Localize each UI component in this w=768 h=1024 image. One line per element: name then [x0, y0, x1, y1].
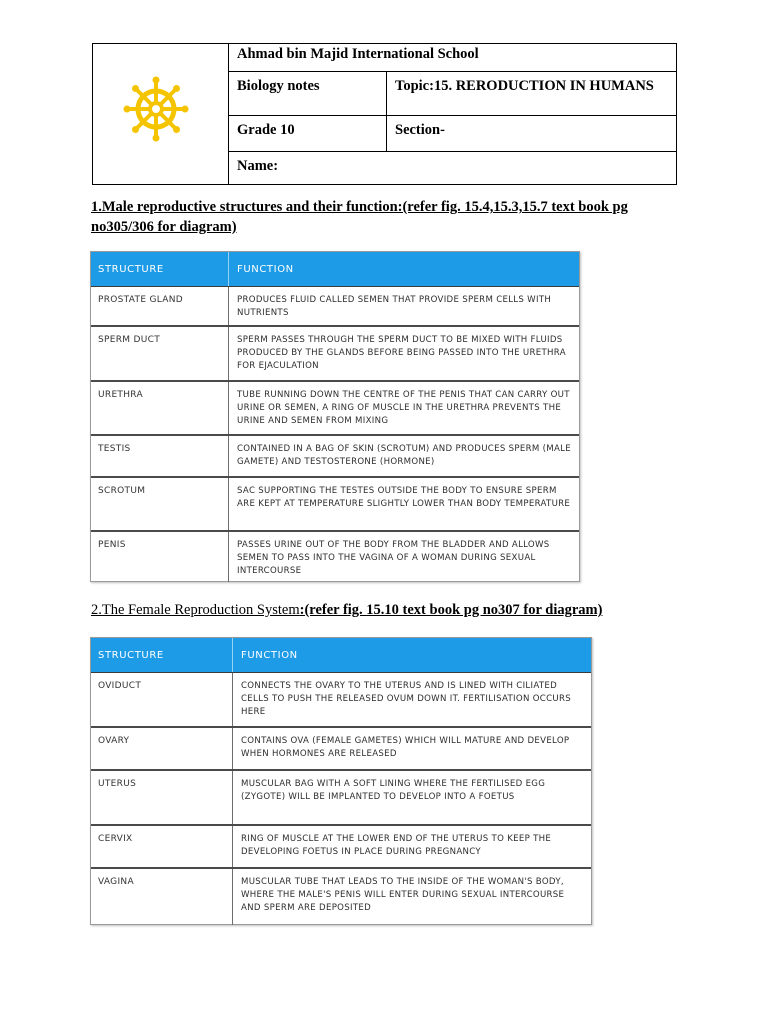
function-cell: TUBE RUNNING DOWN THE CENTRE OF THE PENIS THAT CAN CARRY OUT URINE OR SEMEN, A RING OF MUSCLE IN THE URETHRA PREVENTS THE URINE AND SEMEN FROM MIXING	[237, 390, 570, 426]
male-section-heading: 1.Male reproductive structures and their function:(refer fig. 15.4,15.3,15.7 text book pg no305/306 for diagram)	[91, 199, 628, 235]
function-cell: SPERM PASSES THROUGH THE SPERM DUCT TO BE MIXED WITH FLUIDS PRODUCED BY THE GLANDS BEFORE BEING PASSED INTO THE URETHRA FOR EJACULATION	[237, 335, 566, 371]
female-heading-plain: 2.The Female Reproduction System	[91, 602, 300, 618]
function-cell: SAC SUPPORTING THE TESTES OUTSIDE THE BODY TO ENSURE SPERM ARE KEPT AT TEMPERATURE SLIGHTLY LOWER THAN BODY TEMPERATURE	[237, 486, 571, 509]
header-table	[92, 43, 677, 185]
structure-column-header: STRUCTURE	[91, 638, 233, 672]
topic-label: Topic:15. RERODUCTION IN HUMANS	[395, 78, 654, 94]
table-row	[91, 327, 579, 382]
table-row	[91, 869, 591, 925]
function-cell: RING OF MUSCLE AT THE LOWER END OF THE UTERUS TO KEEP THE DEVELOPING FOETUS IN PLACE DURING PREGNANCY	[241, 834, 552, 857]
structure-column-header: STRUCTURE	[91, 252, 229, 286]
structure-cell: PROSTATE GLAND	[91, 287, 229, 325]
function-cell: MUSCULAR BAG WITH A SOFT LINING WHERE THE FERTILISED EGG (ZYGOTE) WILL BE IMPLANTED TO DEVELOP INTO A FOETUS	[241, 779, 546, 802]
header-row-subject	[229, 72, 676, 116]
name-label: Name:	[237, 158, 279, 174]
structure-cell: CERVIX	[91, 826, 233, 867]
function-column-header: FUNCTION	[237, 263, 294, 275]
table-row	[91, 436, 579, 478]
function-column-header: FUNCTION	[241, 649, 298, 661]
structure-cell: UTERUS	[91, 771, 233, 824]
structure-cell: URETHRA	[91, 382, 229, 434]
structure-cell: TESTIS	[91, 436, 229, 476]
structure-cell: SCROTUM	[91, 478, 229, 530]
table-row	[91, 826, 591, 869]
header-row-grade	[229, 116, 676, 152]
female-heading-bold: :(refer fig. 15.10 text book pg no307 for diagram)	[299, 602, 603, 618]
male-structure-table	[90, 251, 580, 582]
table-header	[91, 638, 591, 673]
table-row	[91, 771, 591, 826]
section-label: Section-	[395, 122, 445, 138]
ship-wheel-logo-icon	[123, 76, 189, 142]
table-row	[91, 728, 591, 771]
structure-cell: VAGINA	[91, 869, 233, 925]
header-row-school	[229, 44, 676, 72]
function-cell: MUSCULAR TUBE THAT LEADS TO THE INSIDE OF THE WOMAN'S BODY, WHERE THE MALE'S PENIS WILL ENTER DURING SEXUAL INTERCOURSE AND SPERM ARE DEPOSITED	[241, 877, 565, 913]
logo-cell	[93, 44, 229, 184]
structure-cell: OVARY	[91, 728, 233, 769]
header-row-name	[229, 152, 676, 184]
subject-label: Biology notes	[229, 72, 387, 115]
function-cell: PRODUCES FLUID CALLED SEMEN THAT PROVIDE SPERM CELLS WITH NUTRIENTS	[237, 295, 552, 318]
table-row	[91, 673, 591, 728]
table-row	[91, 478, 579, 532]
table-row	[91, 382, 579, 436]
function-cell: PASSES URINE OUT OF THE BODY FROM THE BLADDER AND ALLOWS SEMEN TO PASS INTO THE VAGINA OF A WOMAN DURING SEXUAL INTERCOURSE	[237, 540, 550, 576]
structure-cell: PENIS	[91, 532, 229, 582]
function-cell: CONTAINED IN A BAG OF SKIN (SCROTUM) AND PRODUCES SPERM (MALE GAMETE) AND TESTOSTERONE (HORMONE)	[237, 444, 571, 467]
table-row	[91, 287, 579, 327]
table-header	[91, 252, 579, 287]
school-name: Ahmad bin Majid International School	[237, 46, 479, 62]
female-section-heading	[91, 600, 691, 620]
structure-cell: SPERM DUCT	[91, 327, 229, 380]
grade-label: Grade 10	[229, 116, 387, 151]
function-cell: CONNECTS THE OVARY TO THE UTERUS AND IS LINED WITH CILIATED CELLS TO PUSH THE RELEASED OVUM DOWN IT. FERTILISATION OCCURS HERE	[241, 681, 571, 717]
female-structure-table	[90, 637, 592, 925]
structure-cell: OVIDUCT	[91, 673, 233, 726]
table-row	[91, 532, 579, 582]
function-cell: CONTAINS OVA (FEMALE GAMETES) WHICH WILL MATURE AND DEVELOP WHEN HORMONES ARE RELEASED	[241, 736, 570, 759]
